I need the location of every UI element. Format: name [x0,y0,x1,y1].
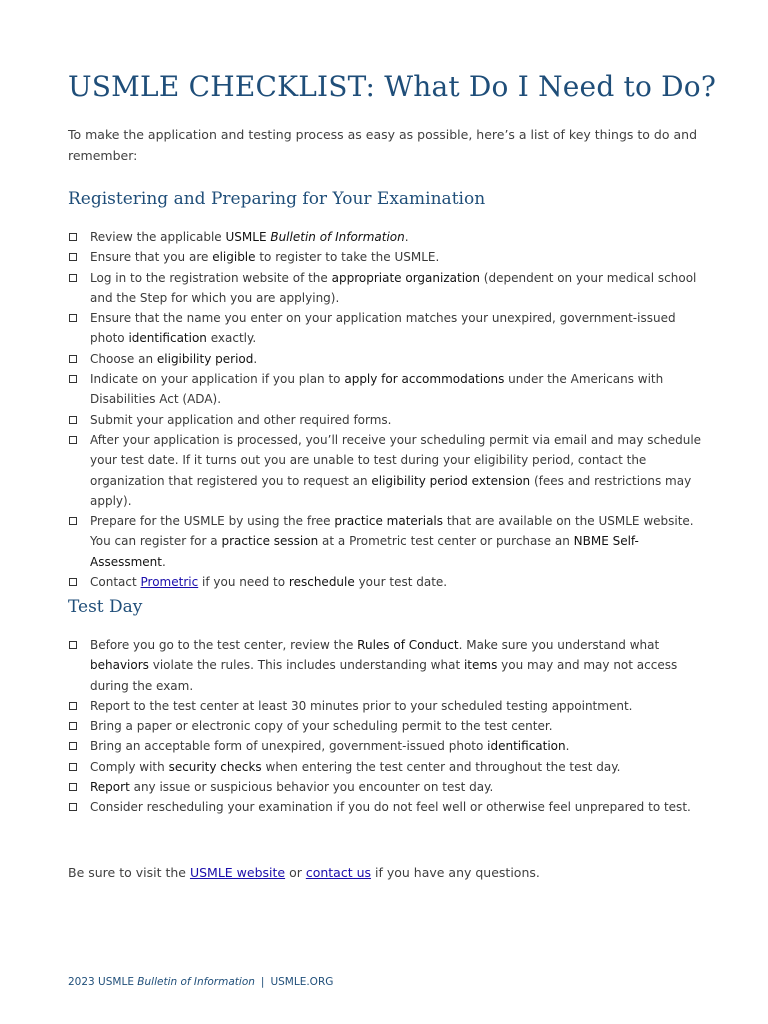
checkbox-icon[interactable] [69,233,77,241]
checkbox-icon[interactable] [69,274,77,282]
checkbox-icon[interactable] [69,742,77,750]
checklist-item: Prepare for the USMLE by using the free practice materials that are available on the USMLE website. You can register for a practice session at a Prometric test center or purchase an NBME Self-Assessment. [68,511,708,572]
checklist-item: Review the applicable USMLE Bulletin of Information. [68,227,708,247]
checkbox-icon[interactable] [69,253,77,261]
checkbox-icon[interactable] [69,641,77,649]
usmle-website-link[interactable]: USMLE website [189,865,286,880]
checkbox-icon[interactable] [69,783,77,791]
checklist-item: Submit your application and other required forms. [68,410,708,430]
intro-text: To make the application and testing process as easy as possible, here’s a list of key things to do and remember: [68,127,697,163]
checkbox-icon[interactable] [69,722,77,730]
checklist-item: Bring an acceptable form of unexpired, government-issued photo identification. [68,736,708,756]
checklist-item: Bring a paper or electronic copy of your scheduling permit to the test center. [68,716,708,736]
checkbox-icon[interactable] [69,702,77,710]
checklist-item: Indicate on your application if you plan to apply for accommodations under the Americans with Disabilities Act (ADA). [68,369,708,410]
checklist-item: Ensure that you are eligible to register to take the USMLE. [68,247,708,267]
contact-us-link[interactable]: contact us [305,865,372,880]
checklist-item: Ensure that the name you enter on your application matches your unexpired, government-issued photo identification exactly. [68,308,708,349]
checkbox-icon[interactable] [69,375,77,383]
checklist-item: Report any issue or suspicious behavior you encounter on test day. [68,777,708,797]
checklist-item: Consider rescheduling your examination if you do not feel well or otherwise feel unprepared to test. [68,797,708,817]
checkbox-icon[interactable] [69,803,77,811]
checkbox-icon[interactable] [69,763,77,771]
checkbox-icon[interactable] [69,314,77,322]
page-title: USMLE CHECKLIST: What Do I Need to Do? [68,70,717,103]
checklist-item: Report to the test center at least 30 minutes prior to your scheduled testing appointment. [68,696,708,716]
checklist-item: Contact Prometric if you need to reschedule your test date. [68,572,708,592]
checklist-item: Choose an eligibility period. [68,349,708,369]
checklist-item: Before you go to the test center, review the Rules of Conduct. Make sure you understand what behaviors violate the rules. This includes understanding what items you may and may not access during the exam. [68,635,708,696]
checklist-item: Log in to the registration website of the appropriate organization (dependent on your medical school and the Step for which you are applying). [68,268,708,309]
checklist-item: Comply with security checks when entering the test center and throughout the test day. [68,757,708,777]
registering-checklist [68,227,708,592]
checkbox-icon[interactable] [69,578,77,586]
closing-text: Be sure to visit the USMLE website or contact us if you have any questions. [68,865,540,880]
checkbox-icon[interactable] [69,436,77,444]
checklist-item: After your application is processed, you’ll receive your scheduling permit via email and may schedule your test date. If it turns out you are unable to test during your eligibility period, contact the organization that registered you to request an eligibility period extension (fees and restrictions may apply). [68,430,708,511]
prometric-link[interactable]: Prometric [140,575,199,590]
section-heading-registering: Registering and Preparing for Your Examination [68,189,486,209]
page-footer: 2023 USMLE Bulletin of Information | USMLE.ORG [68,976,334,988]
checkbox-icon[interactable] [69,517,77,525]
checkbox-icon[interactable] [69,355,77,363]
test-day-checklist [68,635,708,818]
checkbox-icon[interactable] [69,416,77,424]
section-heading-test-day: Test Day [68,597,143,617]
